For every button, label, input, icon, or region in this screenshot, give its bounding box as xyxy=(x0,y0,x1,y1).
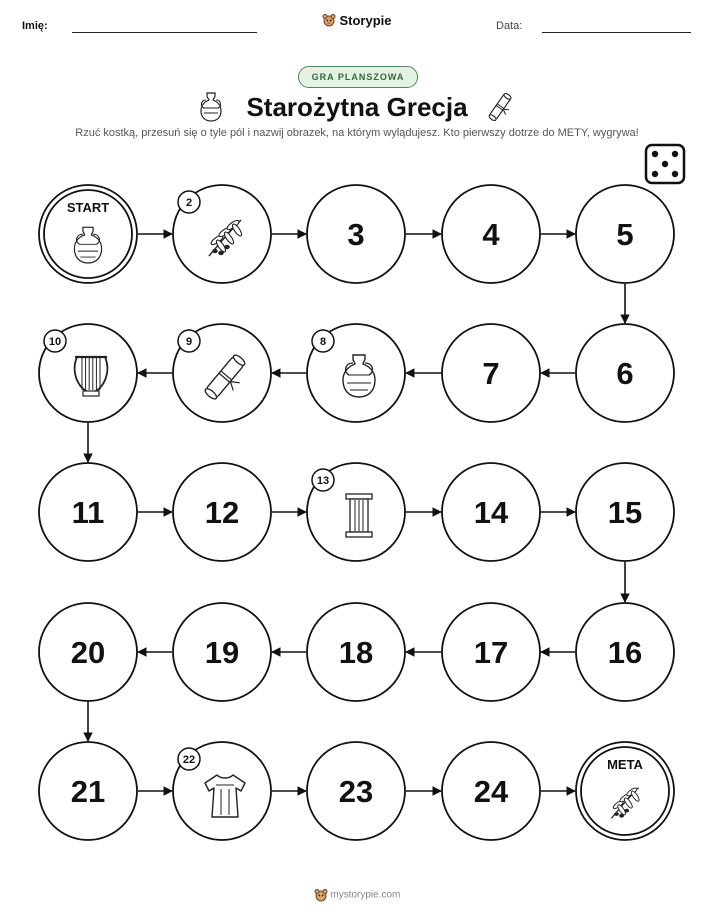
space-number: 5 xyxy=(616,217,634,252)
board-space[interactable] xyxy=(173,185,271,283)
finish-label: META xyxy=(607,757,643,772)
board-space[interactable] xyxy=(307,603,405,701)
board-space[interactable] xyxy=(442,463,540,561)
name-label: Imię: xyxy=(22,20,48,32)
board-space[interactable] xyxy=(442,324,540,422)
space-number: 13 xyxy=(316,475,330,487)
space-number: 24 xyxy=(473,774,509,809)
space-number: 23 xyxy=(338,774,374,809)
board-space[interactable] xyxy=(39,463,137,561)
bear-footer-icon xyxy=(314,888,328,902)
board-space[interactable] xyxy=(173,603,271,701)
board-space[interactable] xyxy=(39,742,137,840)
space-number: 12 xyxy=(204,495,240,530)
start-space[interactable] xyxy=(39,185,137,283)
board-space[interactable] xyxy=(307,185,405,283)
footer-url: mystorypie.com xyxy=(330,889,401,901)
space-number: 19 xyxy=(204,635,240,670)
space-number: 9 xyxy=(185,336,193,348)
space-number: 14 xyxy=(473,495,509,530)
start-label: START xyxy=(66,200,110,215)
board-space[interactable] xyxy=(173,324,271,422)
board-space[interactable] xyxy=(576,603,674,701)
space-number: 15 xyxy=(607,495,643,530)
space-number: 2 xyxy=(185,197,193,209)
space-number: 21 xyxy=(70,774,106,809)
space-number: 6 xyxy=(616,356,634,391)
board-game-badge: GRA PLANSZOWA xyxy=(298,66,418,88)
board-space[interactable] xyxy=(442,603,540,701)
board-space[interactable] xyxy=(173,463,271,561)
board-space[interactable] xyxy=(307,463,405,561)
space-number: 20 xyxy=(70,635,106,670)
space-number: 7 xyxy=(482,356,500,391)
board-space[interactable] xyxy=(442,742,540,840)
board-space[interactable] xyxy=(576,324,674,422)
space-number: 3 xyxy=(347,217,365,252)
space-number: 22 xyxy=(182,754,196,766)
instructions: Rzuć kostką, przesuń się o tyle pól i nazwij obrazek, na którym wylądujesz. Kto pierwszy dotrze do METY, wygrywa! xyxy=(75,127,639,139)
board-space[interactable] xyxy=(307,324,405,422)
finish-space[interactable] xyxy=(576,742,674,840)
space-number: 16 xyxy=(607,635,643,670)
space-number: 8 xyxy=(319,336,327,348)
board-space[interactable] xyxy=(39,603,137,701)
space-number: 10 xyxy=(48,336,62,348)
board-space[interactable] xyxy=(307,742,405,840)
space-number: 11 xyxy=(71,495,105,530)
board-space[interactable] xyxy=(442,185,540,283)
column-icon xyxy=(346,494,372,537)
board-space[interactable] xyxy=(173,742,271,840)
board-space[interactable] xyxy=(39,324,137,422)
brand-name: Storypie xyxy=(339,13,392,28)
space-number: 17 xyxy=(473,635,509,670)
title-text: Starożytna Grecja xyxy=(246,92,468,122)
board-space[interactable] xyxy=(576,185,674,283)
date-label: Data: xyxy=(496,20,523,32)
space-number: 4 xyxy=(482,217,500,252)
footer xyxy=(0,888,714,902)
board-space[interactable] xyxy=(576,463,674,561)
space-number: 18 xyxy=(338,635,374,670)
